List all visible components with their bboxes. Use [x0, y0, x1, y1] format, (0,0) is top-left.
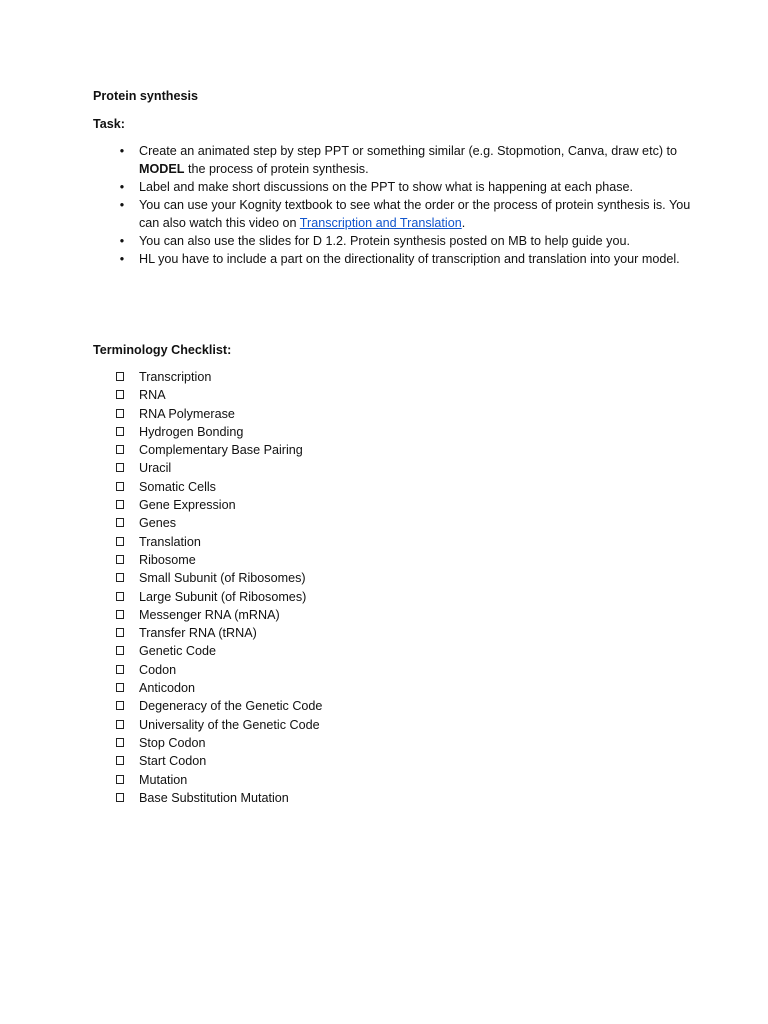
- checklist-term: Messenger RNA (mRNA): [139, 607, 280, 622]
- checklist-term: Universality of the Genetic Code: [139, 717, 320, 732]
- checklist-item: [93, 478, 322, 496]
- task-text: Create an animated step by step PPT or something similar (e.g. Stopmotion, Canva, draw etc) to: [139, 144, 678, 158]
- checklist-item: [93, 606, 322, 624]
- checkbox-icon[interactable]: [116, 555, 124, 564]
- checklist-item: [93, 771, 322, 789]
- video-link[interactable]: Transcription and Translation: [299, 216, 462, 230]
- checklist-term: Gene Expression: [139, 498, 236, 513]
- checklist-item: [93, 569, 322, 587]
- checklist-term: Codon: [139, 662, 177, 677]
- checklist-item: [93, 551, 322, 569]
- checklist-term: Genes: [139, 516, 177, 531]
- checkbox-icon[interactable]: [116, 610, 124, 619]
- task-text: Label and make short discussions on the PPT to show what is happening at each phase.: [139, 180, 634, 194]
- document-title: Protein synthesis: [93, 89, 198, 103]
- task-list: [93, 142, 693, 268]
- checkbox-icon[interactable]: [116, 683, 124, 692]
- bullet-icon: •: [119, 198, 125, 212]
- checklist-term: RNA Polymerase: [139, 406, 235, 421]
- checklist-item: [93, 588, 322, 606]
- checklist-item: [93, 423, 322, 441]
- task-text: HL you have to include a part on the directionality of transcription and translation into your model.: [139, 252, 680, 266]
- checklist-item: [93, 386, 322, 404]
- checklist-item: [93, 496, 322, 514]
- checklist-term: Base Substitution Mutation: [139, 790, 289, 805]
- checklist-item: [93, 734, 322, 752]
- terminology-heading: Terminology Checklist:: [93, 343, 232, 357]
- checklist-item: [93, 642, 322, 660]
- emphasis-text: MODEL: [139, 162, 185, 176]
- checkbox-icon[interactable]: [116, 793, 124, 802]
- bullet-icon: •: [119, 144, 125, 158]
- task-text: the process of protein synthesis.: [184, 162, 369, 176]
- checklist-term: Stop Codon: [139, 735, 206, 750]
- checkbox-icon[interactable]: [116, 500, 124, 509]
- checkbox-icon[interactable]: [116, 573, 124, 582]
- checkbox-icon[interactable]: [116, 738, 124, 747]
- checkbox-icon[interactable]: [116, 775, 124, 784]
- checklist-item: [93, 368, 322, 386]
- task-text: .: [461, 216, 466, 230]
- checkbox-icon[interactable]: [116, 646, 124, 655]
- task-text: You can also use the slides for D 1.2. Protein synthesis posted on MB to help guide you.: [139, 234, 630, 248]
- checklist-item: [93, 459, 322, 477]
- bullet-icon: •: [119, 252, 125, 266]
- checklist-term: Small Subunit (of Ribosomes): [139, 571, 306, 586]
- checklist-item: [93, 697, 322, 715]
- checklist-term: Hydrogen Bonding: [139, 424, 244, 439]
- checklist-term: Degeneracy of the Genetic Code: [139, 699, 323, 714]
- task-text: You can use your Kognity textbook to see what the order or the process of protein synthesis is. You can also watch this video on: [139, 198, 691, 230]
- bullet-icon: •: [119, 180, 125, 194]
- checklist-term: Complementary Base Pairing: [139, 443, 303, 458]
- checklist-term: Translation: [139, 534, 201, 549]
- checkbox-icon[interactable]: [116, 701, 124, 710]
- checkbox-icon[interactable]: [116, 390, 124, 399]
- checklist-item: [93, 405, 322, 423]
- terminology-checklist: [93, 368, 322, 807]
- checkbox-icon[interactable]: [116, 720, 124, 729]
- checklist-term: Somatic Cells: [139, 479, 216, 494]
- task-item: [93, 178, 693, 196]
- checklist-item: [93, 514, 322, 532]
- checkbox-icon[interactable]: [116, 372, 124, 381]
- task-heading: Task:: [93, 117, 125, 131]
- checklist-term: Large Subunit (of Ribosomes): [139, 589, 307, 604]
- checklist-item: [93, 752, 322, 770]
- checklist-item: [93, 624, 322, 642]
- checkbox-icon[interactable]: [116, 409, 124, 418]
- checkbox-icon[interactable]: [116, 665, 124, 674]
- checklist-item: [93, 716, 322, 734]
- checkbox-icon[interactable]: [116, 592, 124, 601]
- checklist-item: [93, 441, 322, 459]
- checkbox-icon[interactable]: [116, 537, 124, 546]
- checklist-term: Ribosome: [139, 552, 196, 567]
- checklist-term: Genetic Code: [139, 644, 217, 659]
- checklist-item: [93, 679, 322, 697]
- task-item: [93, 196, 693, 232]
- checklist-item: [93, 661, 322, 679]
- checkbox-icon[interactable]: [116, 482, 124, 491]
- checkbox-icon[interactable]: [116, 463, 124, 472]
- task-item: [93, 250, 693, 268]
- bullet-icon: •: [119, 234, 125, 248]
- checklist-term: Transcription: [139, 370, 212, 384]
- task-item: [93, 232, 693, 250]
- checklist-term: Mutation: [139, 772, 188, 787]
- task-item: [93, 142, 693, 178]
- checkbox-icon[interactable]: [116, 445, 124, 454]
- checklist-term: Start Codon: [139, 754, 207, 769]
- checklist-term: Uracil: [139, 461, 172, 476]
- checkbox-icon[interactable]: [116, 756, 124, 765]
- checkbox-icon[interactable]: [116, 518, 124, 527]
- checkbox-icon[interactable]: [116, 427, 124, 436]
- checklist-term: RNA: [139, 388, 166, 403]
- checklist-item: [93, 789, 322, 807]
- checklist-item: [93, 533, 322, 551]
- checklist-term: Anticodon: [139, 681, 196, 696]
- checklist-term: Transfer RNA (tRNA): [139, 626, 257, 641]
- checkbox-icon[interactable]: [116, 628, 124, 637]
